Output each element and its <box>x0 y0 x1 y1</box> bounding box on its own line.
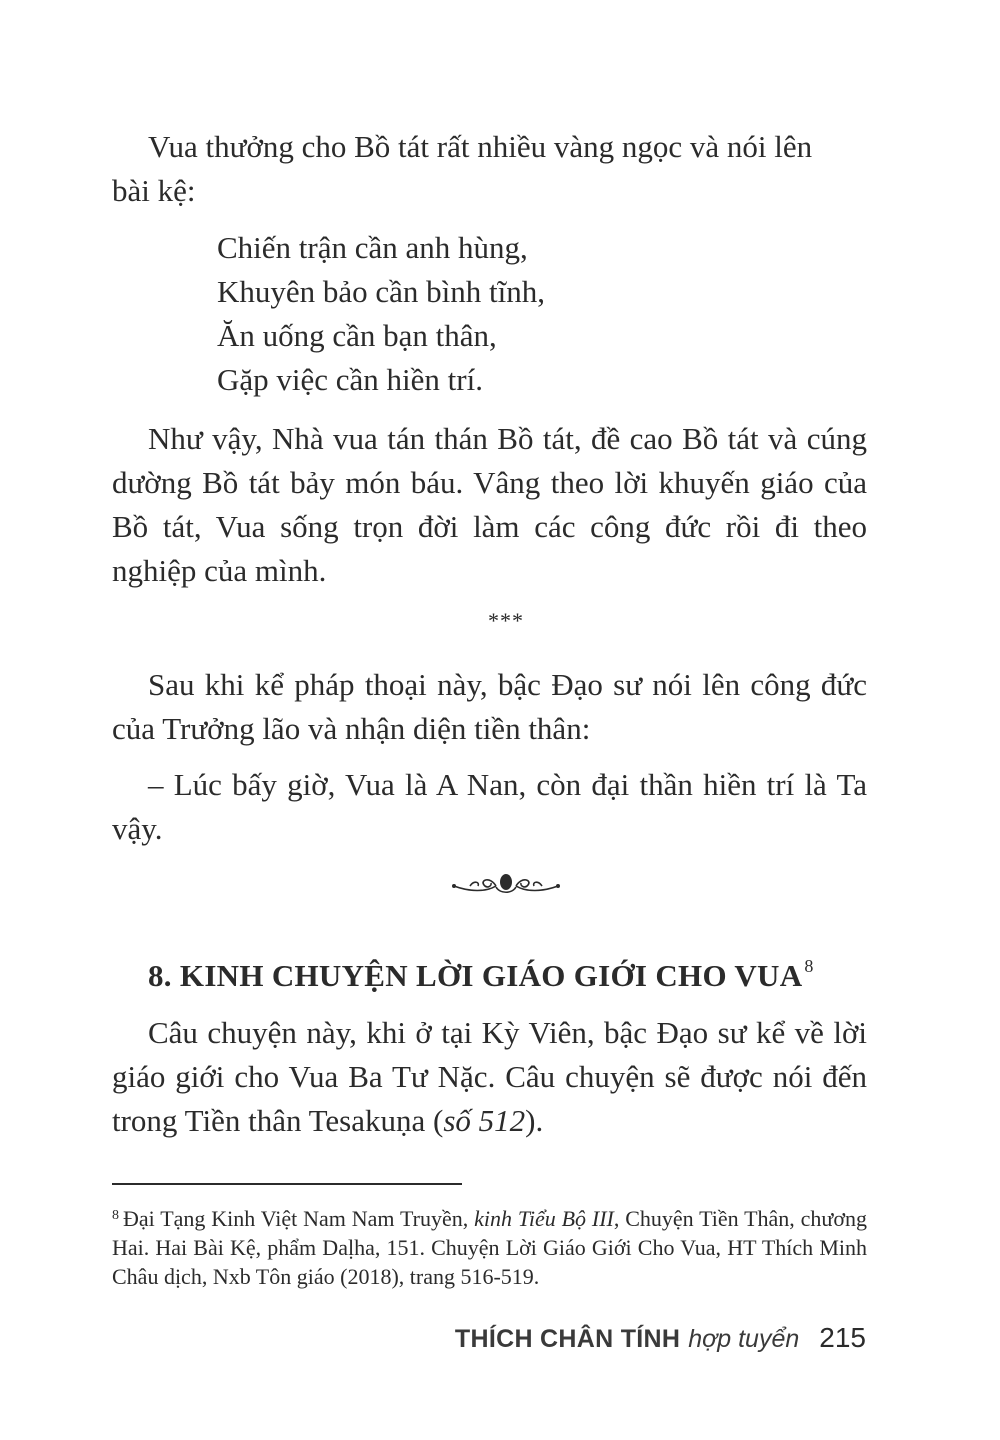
footnote-number: 8 <box>112 1208 119 1223</box>
paragraph-2: Như vậy, Nhà vua tán thán Bồ tát, đề cao Bồ tát và cúng dường Bồ tát bảy món báu. Vâng theo lời khuyến giáo của Bồ tát, Vua sống trọn đời làm các công đức rồi đi theo nghiệp của mình. <box>112 421 867 588</box>
section-body-italic: số 512 <box>443 1103 526 1138</box>
section-body <box>112 1011 867 1143</box>
verse-line: Gặp việc cần hiền trí. <box>217 362 483 397</box>
verse-line: Ăn uống cần bạn thân, <box>217 318 497 353</box>
section-body-text-end: ). <box>525 1103 544 1138</box>
verse-line: Khuyên bảo cần bình tĩnh, <box>217 274 546 309</box>
verse-line: Chiến trận cần anh hùng, <box>217 230 528 265</box>
footer-author: THÍCH CHÂN TÍNH <box>454 1325 681 1353</box>
section-separator: *** <box>488 608 524 633</box>
ornament-icon <box>450 870 562 900</box>
verse-block <box>217 226 545 402</box>
footnote-italic: kinh Tiểu Bộ III <box>474 1206 614 1231</box>
page-footer <box>455 1322 866 1354</box>
page-number: 215 <box>819 1322 866 1353</box>
footnote-text: Đại Tạng Kinh Việt Nam Nam Truyền, <box>123 1206 475 1231</box>
paragraph-1-line-1: Vua thưởng cho Bồ tát rất nhiều vàng ngọc và nói lên <box>148 129 813 164</box>
footer-subtitle: hợp tuyển <box>688 1325 800 1353</box>
section-heading <box>148 956 814 994</box>
footnote <box>112 1201 867 1291</box>
footnote-marker[interactable]: 8 <box>804 956 814 976</box>
paragraph-4: – Lúc bấy giờ, Vua là A Nan, còn đại thần hiền trí là Ta vậy. <box>112 767 867 846</box>
paragraph-1-line-2: bài kệ: <box>112 173 196 208</box>
footnote-text-end: , Chuyện Tiền Thân, chương Hai. Hai Bài Kệ, phẩm Daḷha, 151. Chuyện Lời Giáo Giới Cho Vua, HT Thích Minh Châu dịch, Nxb Tôn giáo (2018), trang 516-519. <box>112 1206 867 1289</box>
section-heading-text: 8. KINH CHUYỆN LỜI GIÁO GIỚI CHO VUA <box>148 958 803 993</box>
section-body-text: Câu chuyện này, khi ở tại Kỳ Viên, bậc Đạo sư kể về lời giáo giới cho Vua Ba Tư Nặc. Câu chuyện sẽ được nói đến trong Tiền thân Tesakuṇa ( <box>112 1015 867 1138</box>
footnote-divider <box>112 1183 462 1185</box>
paragraph-3: Sau khi kể pháp thoại này, bậc Đạo sư nói lên công đức của Trưởng lão và nhận diện tiền thân: <box>112 667 867 746</box>
